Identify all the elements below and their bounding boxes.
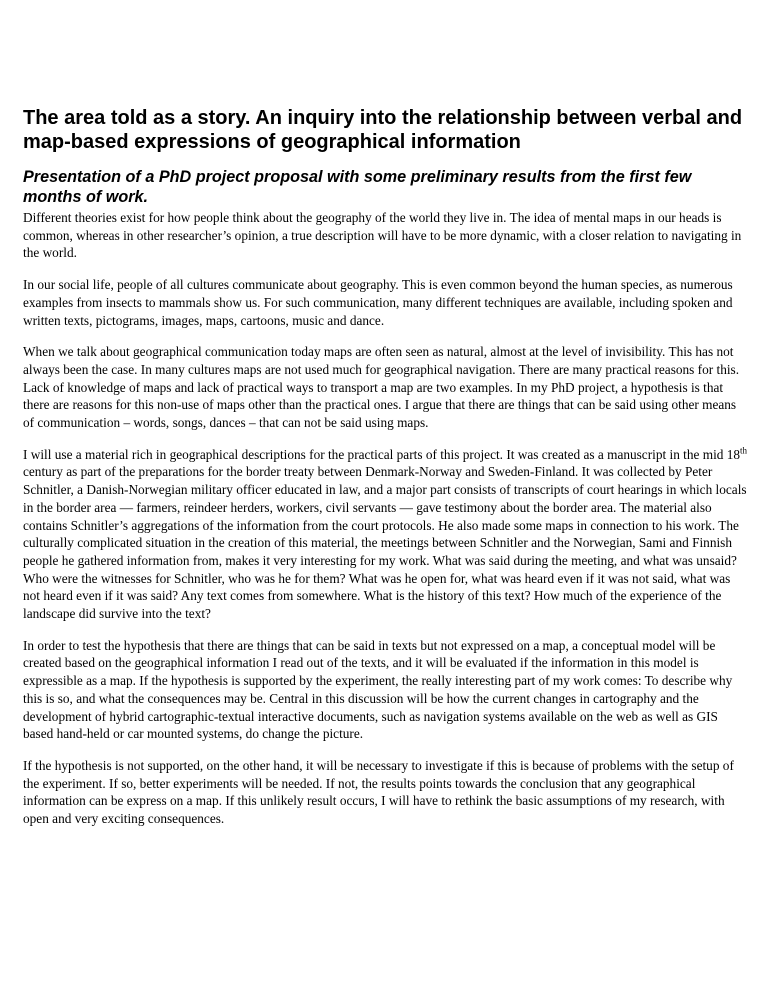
paragraph-3: When we talk about geographical communication today maps are often seen as natural, almost at the level of invisibility. This has not always been the case. In many cultures maps are not used much for geographical navigation. There are many practical reasons for this. Lack of knowledge of maps and lack of practical ways to transport a map are two examples. In my PhD project, a hypothesis is that there are reasons for this non-use of maps other than the practical ones. I argue that there are things that can be said using other means of communication – words, songs, dances – that can not be said using maps. bbox=[23, 344, 740, 431]
paragraph-5: In order to test the hypothesis that there are things that can be said in texts but not expressed on a map, a conceptual model will be created based on the geographical information I read out of the texts, and it will be evaluated if the information in this model is expressible as a map. If the hypothesis is supported by the experiment, the really interesting part of my work comes: To describe why this is so, and what the consequences may be. Central in this discussion will be how the current changes in cartography and the development of hybrid cartographic-textual interactive documents, such as navigation systems available on the web as well as GIS based hand-held or car mounted systems, do change the picture. bbox=[23, 637, 733, 742]
document-title: The area told as a story. An inquiry into the relationship between verbal and map-based expressions of geographical information bbox=[23, 107, 743, 153]
paragraph-4-rest: century as part of the preparations for the border treaty between Denmark-Norway and Sweden-Finland. It was collected by Peter Schnitler, a Danish-Norwegian military officer educated in law, and a major part consists of transcripts of court hearings in which locals in the border area — farmers, reindeer herders, workers, civil servants — gave testimony about the border area. The material also contains Schnitler’s aggregations of the information from the court protocols. He also made some maps in connection to his work. The culturally complicated situation in the creation of this material, the meetings between Schnitler and the Norwegian, Sami and Finnish people he gathered information from, makes it very interesting for my work. What was said during the meeting, and what was unsaid? Who were the witnesses for Schnitler, who was he for them? What was he open for, what was heard even if it was not said, what was not heard even if it was said? Any text comes from somewhere. What is the history of this text? How much of the experience of the landscape did survive into the text? bbox=[23, 464, 747, 622]
document-body bbox=[23, 209, 748, 842]
paragraph-1: Different theories exist for how people think about the geography of the world they live in. The idea of mental maps in our heads is common, whereas in other researcher’s opinion, a true description will have to be more dynamic, with a closer relation to navigating in the world. bbox=[23, 210, 742, 261]
paragraph-4-start: I will use a material rich in geographical descriptions for the practical parts of this project. It was created as a manuscript in the mid 18 bbox=[23, 446, 741, 462]
document-subtitle: Presentation of a PhD project proposal with some preliminary results from the first few months of work. bbox=[23, 168, 692, 206]
paragraph-2: In our social life, people of all cultures communicate about geography. This is even common beyond the human species, as numerous examples from insects to mammals show us. For such communication, many different techniques are available, including spoken and written texts, pictograms, images, maps, cartoons, music and dance. bbox=[23, 277, 733, 328]
paragraph-4 bbox=[23, 446, 748, 623]
ordinal-suffix: th bbox=[740, 445, 748, 456]
paragraph-6: If the hypothesis is not supported, on the other hand, it will be necessary to investigate if this is because of problems with the setup of the experiment. If so, better experiments will be needed. If not, the results points towards the conclusion that any geographical information can be express on a map. If this unlikely result occurs, I will have to rethink the basic assumptions of my research, with open and very exciting consequences. bbox=[23, 757, 734, 827]
